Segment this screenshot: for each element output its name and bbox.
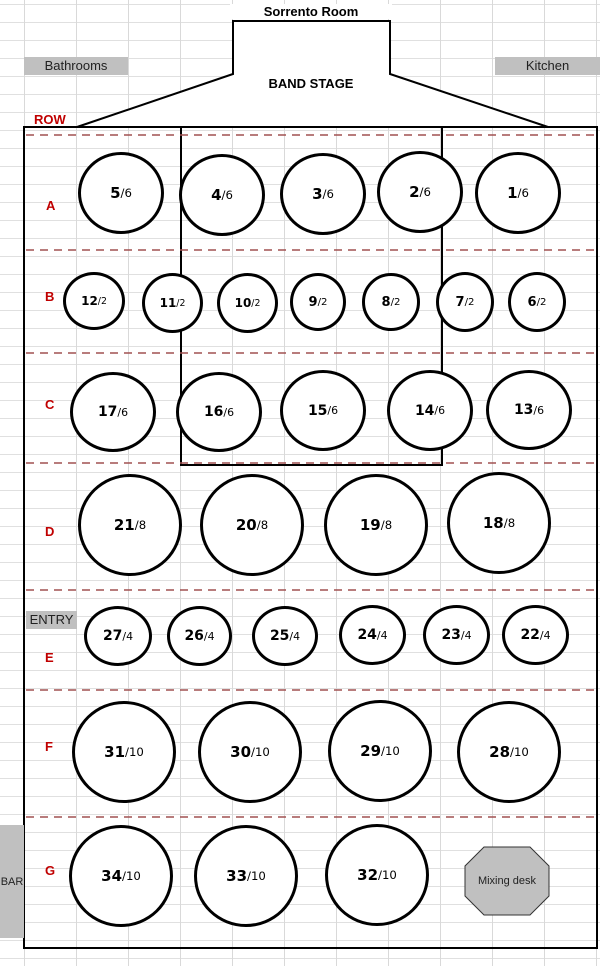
table-number: 3 xyxy=(312,185,323,203)
table-number: 26 xyxy=(184,628,204,644)
table-5[interactable] xyxy=(78,152,164,234)
table-23[interactable] xyxy=(423,605,490,665)
bathrooms-area: Bathrooms xyxy=(24,57,128,75)
table-number: 5 xyxy=(110,184,121,202)
room-title: Sorrento Room xyxy=(230,4,392,19)
table-1[interactable] xyxy=(475,152,561,234)
table-8[interactable] xyxy=(362,273,420,331)
table-28[interactable] xyxy=(457,701,561,803)
table-number: 7 xyxy=(455,294,465,310)
table-capacity: /2 xyxy=(317,296,328,308)
table-capacity: /4 xyxy=(289,629,301,643)
table-number: 2 xyxy=(409,183,420,201)
table-capacity: /6 xyxy=(221,188,233,202)
table-number: 4 xyxy=(211,186,222,204)
table-capacity: /10 xyxy=(125,745,144,759)
band-stage-label: BAND STAGE xyxy=(268,76,354,91)
table-capacity: /2 xyxy=(536,296,547,308)
table-33[interactable] xyxy=(194,825,298,927)
table-9[interactable] xyxy=(290,273,346,331)
table-27[interactable] xyxy=(84,606,152,666)
table-32[interactable] xyxy=(325,824,429,926)
table-capacity: /6 xyxy=(419,185,431,199)
table-31[interactable] xyxy=(72,701,176,803)
table-number: 9 xyxy=(308,294,318,310)
table-capacity: /8 xyxy=(503,516,516,530)
table-number: 22 xyxy=(520,627,540,643)
table-29[interactable] xyxy=(328,700,432,802)
table-25[interactable] xyxy=(252,606,318,666)
table-number: 6 xyxy=(527,294,537,310)
table-6[interactable] xyxy=(508,272,566,332)
table-number: 15 xyxy=(307,402,328,419)
table-21[interactable] xyxy=(78,474,182,576)
table-number: 8 xyxy=(381,294,391,310)
table-capacity: /10 xyxy=(510,745,529,759)
entry-area: ENTRY xyxy=(26,611,77,629)
table-capacity: /10 xyxy=(122,869,141,883)
table-capacity: /4 xyxy=(539,628,551,642)
table-number: 23 xyxy=(441,627,461,643)
table-capacity: /2 xyxy=(97,295,107,307)
table-capacity: /4 xyxy=(122,629,134,643)
row-label-f: F xyxy=(45,739,53,754)
table-17[interactable] xyxy=(70,372,156,452)
table-number: 24 xyxy=(357,627,377,643)
table-26[interactable] xyxy=(167,606,232,666)
table-34[interactable] xyxy=(69,825,173,927)
table-capacity: /8 xyxy=(380,518,393,532)
table-number: 20 xyxy=(235,516,257,534)
bar-area xyxy=(0,825,24,938)
table-number: 14 xyxy=(414,402,435,419)
table-number: 18 xyxy=(482,514,504,532)
table-capacity: /10 xyxy=(381,744,400,758)
row-label-b: B xyxy=(45,289,55,304)
table-capacity: /6 xyxy=(327,404,339,417)
row-header: ROW xyxy=(34,112,66,127)
table-18[interactable] xyxy=(447,472,551,574)
table-number: 13 xyxy=(513,402,534,418)
table-capacity: /4 xyxy=(203,629,215,643)
table-capacity: /10 xyxy=(378,868,397,882)
table-capacity: /6 xyxy=(533,403,545,417)
table-capacity: /6 xyxy=(517,186,529,200)
mixing-desk[interactable] xyxy=(464,846,550,916)
table-number: 32 xyxy=(357,866,379,884)
table-16[interactable] xyxy=(176,372,262,452)
table-7[interactable] xyxy=(436,272,494,332)
table-capacity: /8 xyxy=(134,518,147,532)
table-capacity: /6 xyxy=(117,405,129,419)
table-number: 28 xyxy=(489,743,511,761)
table-11[interactable] xyxy=(142,273,203,333)
table-capacity: /10 xyxy=(251,745,270,759)
table-capacity: /6 xyxy=(120,186,132,200)
table-capacity: /2 xyxy=(176,297,186,309)
table-number: 30 xyxy=(230,743,252,761)
row-label-g: G xyxy=(45,863,56,878)
table-4[interactable] xyxy=(179,154,265,236)
table-30[interactable] xyxy=(198,701,302,803)
kitchen-area: Kitchen xyxy=(495,57,600,75)
table-number: 1 xyxy=(507,184,518,202)
table-capacity: /4 xyxy=(460,628,472,642)
row-label-a: A xyxy=(46,198,56,213)
table-24[interactable] xyxy=(339,605,406,665)
row-label-d: D xyxy=(45,524,55,539)
table-19[interactable] xyxy=(324,474,428,576)
table-14[interactable] xyxy=(387,370,473,451)
table-15[interactable] xyxy=(280,370,366,451)
table-number: 21 xyxy=(113,516,135,534)
row-label-c: C xyxy=(45,397,55,412)
table-capacity: /6 xyxy=(434,404,446,417)
table-number: 17 xyxy=(97,404,118,420)
table-number: 19 xyxy=(359,516,381,534)
table-capacity: /2 xyxy=(464,296,475,308)
table-capacity: /4 xyxy=(376,628,388,642)
table-number: 11 xyxy=(159,296,177,310)
table-number: 34 xyxy=(101,867,123,885)
table-number: 33 xyxy=(226,867,248,885)
table-number: 31 xyxy=(104,743,126,761)
table-capacity: /8 xyxy=(256,518,269,532)
table-13[interactable] xyxy=(486,370,572,450)
row-label-e: E xyxy=(45,650,54,665)
table-number: 10 xyxy=(234,296,252,310)
table-number: 27 xyxy=(102,628,123,644)
table-capacity: /10 xyxy=(247,869,266,883)
table-2[interactable] xyxy=(377,151,463,233)
table-number: 25 xyxy=(269,628,290,644)
bar-label: BAR xyxy=(0,875,24,888)
table-10[interactable] xyxy=(217,273,278,333)
table-capacity: /6 xyxy=(322,187,334,201)
table-number: 29 xyxy=(360,742,382,760)
table-capacity: /2 xyxy=(390,296,401,308)
table-capacity: /6 xyxy=(223,405,235,419)
table-number: 12 xyxy=(81,294,98,308)
table-capacity: /2 xyxy=(251,297,261,309)
table-3[interactable] xyxy=(280,153,366,235)
table-22[interactable] xyxy=(502,605,569,665)
table-number: 16 xyxy=(203,404,224,420)
mixing-desk-label: Mixing desk xyxy=(477,875,537,887)
table-12[interactable] xyxy=(63,272,125,330)
table-20[interactable] xyxy=(200,474,304,576)
band-stage-shape xyxy=(77,21,548,127)
